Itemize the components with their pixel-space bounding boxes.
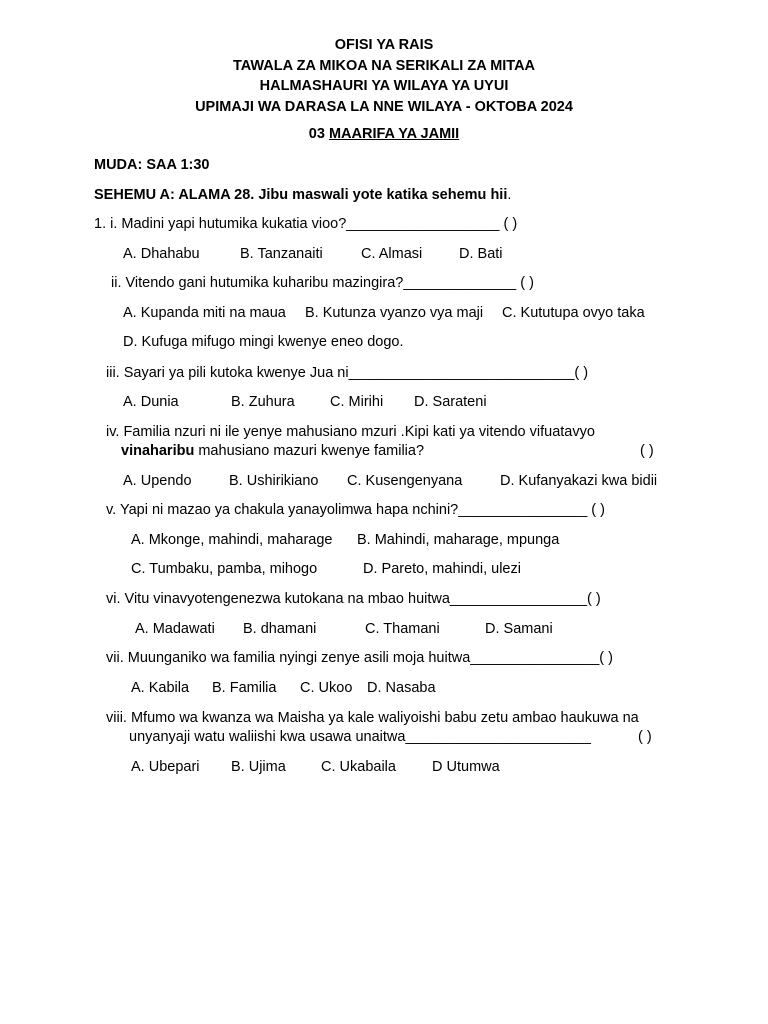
header-line-4: UPIMAJI WA DARASA LA NNE WILAYA - OKTOBA 2024 [195, 98, 573, 115]
q7-option-a: A. Kabila [131, 680, 190, 696]
q7-option-c: C. Ukoo [300, 680, 353, 696]
question-viii-answer-box: ( ) [638, 729, 652, 745]
question-iv-answer-box: ( ) [640, 443, 654, 459]
header-line-3: HALMASHAURI YA WILAYA YA UYUI [259, 78, 509, 94]
q8-option-b: B. Ujima [231, 759, 286, 775]
q2-option-d: D. Kufuga mifugo mingi kwenye eneo dogo. [123, 334, 404, 350]
q4-option-d: D. Kufanyakazi kwa bidii [500, 473, 658, 489]
q2-option-b: B. Kutunza vyanzo vya maji [305, 305, 484, 321]
question-v: v. Yapi ni mazao ya chakula yanayolimwa hapa nchini?________________ ( ) [106, 502, 605, 518]
question-vi: vi. Vitu vinavyotengenezwa kutokana na mbao huitwa_________________( ) [106, 591, 601, 607]
q2-option-c: C. Kututupa ovyo taka [502, 305, 645, 321]
question-ii: ii. Vitendo gani hutumika kuharibu mazingira?______________ ( ) [111, 275, 534, 291]
q8-option-d: D Utumwa [432, 759, 500, 775]
q3-option-a: A. Dunia [123, 394, 179, 410]
question-viii-continued: unyanyaji watu waliishi kwa usawa unaitwa_______________________ [129, 729, 591, 745]
question-iv: iv. Familia nzuri ni ile yenye mahusiano mzuri .Kipi kati ya vitendo vifuatavyo [106, 424, 595, 440]
q5-option-c: C. Tumbaku, pamba, mihogo [131, 561, 318, 577]
q5-option-d: D. Pareto, mahindi, ulezi [363, 561, 521, 577]
question-iv-continued [121, 443, 424, 459]
subject-title [0, 126, 768, 142]
q6-option-b: B. dhamani [243, 621, 317, 637]
question-iv-bold-word: vinaharibu [121, 443, 195, 459]
q1-option-c: C. Almasi [361, 246, 423, 262]
question-iv-rest: mahusiano mazuri kwenye familia? [194, 443, 425, 459]
q3-option-c: C. Mirihi [330, 394, 384, 410]
q2-option-a: A. Kupanda miti na maua [123, 305, 286, 321]
header-line-2: TAWALA ZA MIKOA NA SERIKALI ZA MITAA [232, 57, 536, 74]
q3-option-b: B. Zuhura [231, 394, 295, 410]
q7-option-d: D. Nasaba [367, 680, 436, 696]
q6-option-c: C. Thamani [365, 621, 440, 637]
question-iii: iii. Sayari ya pili kutoka kwenye Jua ni____________________________( ) [106, 365, 589, 381]
q1-option-a: A. Dhahabu [123, 246, 200, 262]
time-allowed: MUDA: SAA 1:30 [94, 157, 210, 173]
q5-option-a: A. Mkonge, mahindi, maharage [131, 532, 333, 548]
section-title [94, 187, 511, 203]
q4-option-c: C. Kusengenyana [347, 473, 463, 489]
q4-option-a: A. Upendo [123, 473, 192, 489]
question-vii: vii. Muunganiko wa familia nyingi zenye asili moja huitwa________________( ) [106, 650, 613, 666]
question-1-i: 1. i. Madini yapi hutumika kukatia vioo?___________________ ( ) [94, 216, 518, 232]
q8-option-a: A. Ubepari [131, 759, 200, 775]
exam-header [0, 35, 768, 117]
q3-option-d: D. Sarateni [414, 394, 487, 410]
q1-option-d: D. Bati [459, 246, 503, 262]
q8-option-c: C. Ukabaila [321, 759, 396, 775]
header-line-1: OFISI YA RAIS [334, 37, 434, 53]
section-title-text: SEHEMU A: ALAMA 28. Jibu maswali yote katika sehemu hii [94, 187, 508, 203]
section-title-dot: . [507, 187, 512, 203]
q6-option-d: D. Samani [485, 621, 553, 637]
q1-option-b: B. Tanzanaiti [240, 246, 323, 262]
q7-option-b: B. Familia [212, 680, 277, 696]
q4-option-b: B. Ushirikiano [229, 473, 319, 489]
question-viii: viii. Mfumo wa kwanza wa Maisha ya kale waliyoishi babu zetu ambao haukuwa na [106, 710, 639, 726]
q6-option-a: A. Madawati [135, 621, 215, 637]
q5-option-b: B. Mahindi, maharage, mpunga [357, 532, 560, 548]
subject-code: 03 [308, 126, 325, 142]
subject-name: MAARIFA YA JAMII [328, 126, 460, 142]
